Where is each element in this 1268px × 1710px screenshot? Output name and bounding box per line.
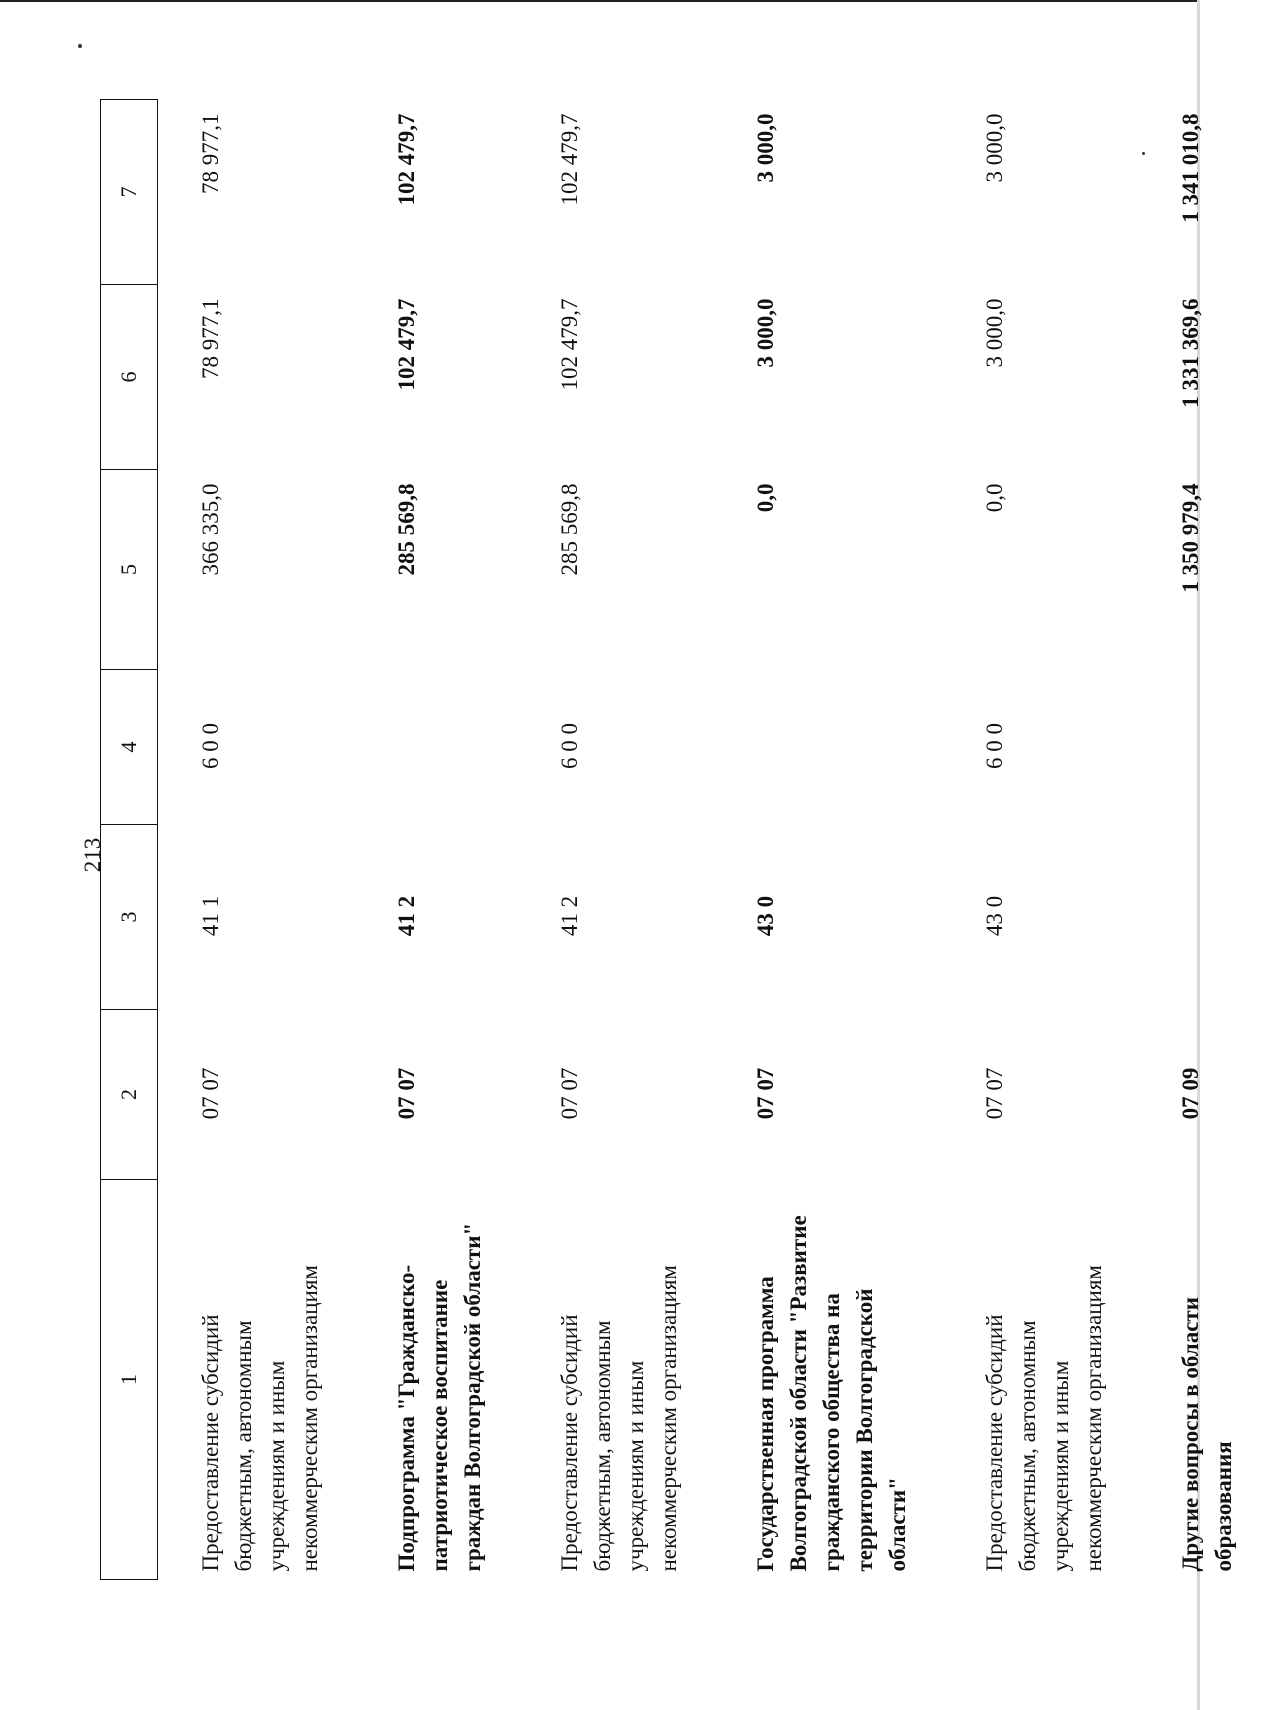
table-row bbox=[713, 100, 942, 1580]
page-number: 213 bbox=[80, 837, 105, 873]
header-col-5: 5 bbox=[101, 470, 158, 670]
row-name-cell: Предоставление субсидий бюджетным, автономным учреждениям и иным некоммерческим организациям bbox=[982, 1265, 1106, 1572]
header-col-4: 4 bbox=[101, 670, 158, 825]
amount-col5-cell: 0,0 bbox=[982, 483, 1007, 513]
expense-type-cell bbox=[354, 670, 517, 825]
row-name-cell: Предоставление субсидий бюджетным, автономным учреждениям и иным некоммерческим организациям bbox=[198, 1265, 322, 1572]
amount-col7-cell: 102 479,7 bbox=[394, 113, 419, 206]
amount-col7-cell: 78 977,1 bbox=[198, 113, 223, 194]
header-col-3: 3 bbox=[101, 825, 158, 1010]
target-code-cell: 41 2 bbox=[557, 895, 582, 937]
expense-type-cell bbox=[1138, 670, 1268, 825]
amount-col6-cell: 78 977,1 bbox=[198, 298, 223, 379]
header-col-2: 2 bbox=[101, 1010, 158, 1180]
header-row bbox=[101, 100, 158, 1580]
target-code-cell: 41 2 bbox=[394, 895, 419, 937]
table-row bbox=[354, 100, 517, 1580]
amount-col6-cell: 102 479,7 bbox=[557, 298, 582, 391]
target-code-cell: 41 1 bbox=[198, 895, 223, 937]
amount-col5-cell: 366 335,0 bbox=[198, 483, 223, 576]
table-row bbox=[158, 100, 355, 1580]
amount-col5-cell: 1 350 979,4 bbox=[1178, 483, 1203, 593]
section-code-cell: 07 07 bbox=[394, 1067, 419, 1120]
table-row bbox=[1138, 100, 1268, 1580]
row-name-cell: Другие вопросы в области образования bbox=[1178, 1297, 1236, 1572]
amount-col5-cell: 0,0 bbox=[753, 483, 778, 513]
row-name-cell: Подпрограмма "Гражданско-патриотическое воспитание граждан Волгоградской области" bbox=[394, 1222, 485, 1572]
amount-col7-cell: 102 479,7 bbox=[557, 113, 582, 206]
expense-type-cell bbox=[713, 670, 942, 825]
section-code-cell: 07 07 bbox=[753, 1067, 778, 1120]
table-body bbox=[158, 100, 1268, 1580]
amount-col6-cell: 1 331 369,6 bbox=[1178, 298, 1203, 408]
header-col-7: 7 bbox=[101, 100, 158, 285]
target-code-cell bbox=[1138, 825, 1268, 1010]
header-col-6: 6 bbox=[101, 285, 158, 470]
amount-col7-cell: 3 000,0 bbox=[753, 113, 778, 183]
amount-col7-cell: 1 341 010,8 bbox=[1178, 113, 1203, 223]
section-code-cell: 07 07 bbox=[198, 1067, 223, 1120]
amount-col6-cell: 3 000,0 bbox=[753, 298, 778, 368]
row-name-cell: Государственная программа Волгоградской области "Развитие гражданского общества на территории Волгоградской области" bbox=[753, 1215, 910, 1572]
header-col-1: 1 bbox=[101, 1180, 158, 1580]
amount-col6-cell: 3 000,0 bbox=[982, 298, 1007, 368]
amount-col6-cell: 102 479,7 bbox=[394, 298, 419, 391]
expense-type-cell: 6 0 0 bbox=[557, 723, 582, 769]
amount-col7-cell: 3 000,0 bbox=[982, 113, 1007, 183]
row-name-cell: Предоставление субсидий бюджетным, автономным учреждениям и иным некоммерческим организациям bbox=[557, 1265, 681, 1572]
expense-type-cell: 6 0 0 bbox=[198, 723, 223, 769]
section-code-cell: 07 09 bbox=[1178, 1067, 1203, 1120]
target-code-cell: 43 0 bbox=[982, 895, 1007, 937]
amount-col5-cell: 285 569,8 bbox=[394, 483, 419, 576]
amount-col5-cell: 285 569,8 bbox=[557, 483, 582, 576]
target-code-cell: 43 0 bbox=[753, 895, 778, 937]
budget-table bbox=[100, 99, 1268, 1580]
table-row bbox=[942, 100, 1138, 1580]
table-row bbox=[517, 100, 713, 1580]
expense-type-cell: 6 0 0 bbox=[982, 723, 1007, 769]
section-code-cell: 07 07 bbox=[557, 1067, 582, 1120]
section-code-cell: 07 07 bbox=[982, 1067, 1007, 1120]
